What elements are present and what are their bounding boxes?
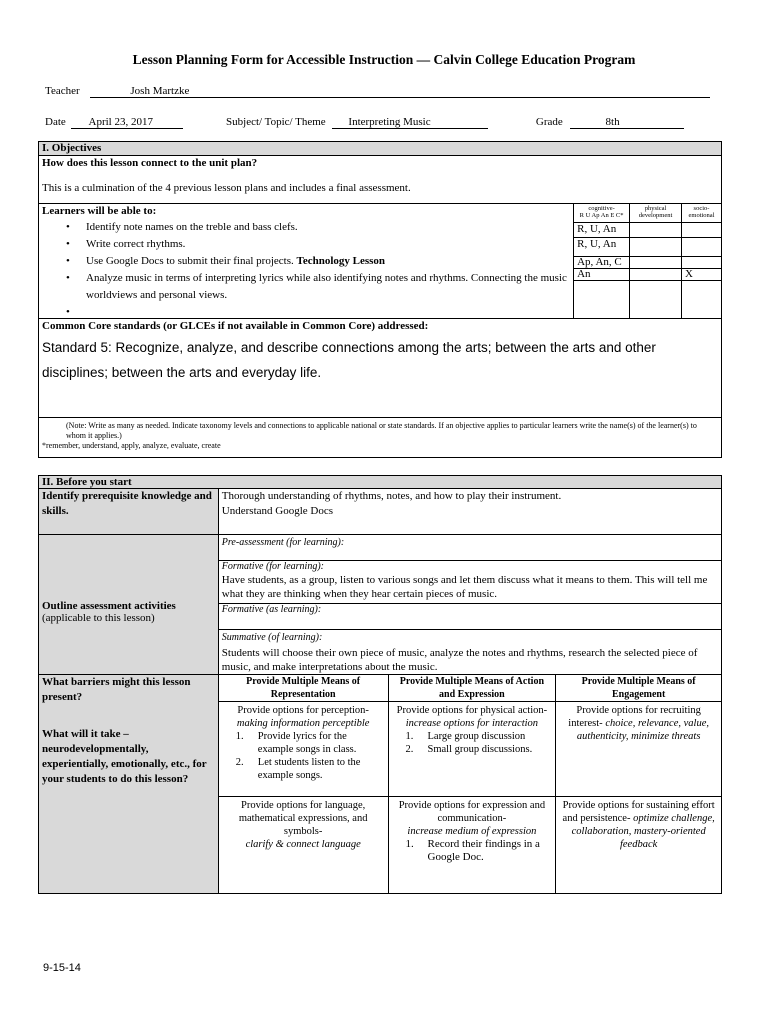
- expression-italic: increase medium of expression: [407, 826, 537, 837]
- subject-value[interactable]: Interpreting Music: [332, 116, 488, 129]
- perception-item: 1. Provide lyrics for the example songs in class.: [235, 731, 357, 755]
- objectives-table: [38, 141, 722, 458]
- standards-label: Common Core standards (or GLCEs if not available in Common Core) addressed:: [42, 320, 429, 332]
- physical-action-list: [392, 730, 553, 756]
- col-header-cognitive: cognitive- R U Ap An E C*: [574, 204, 630, 223]
- perception-item-text: Let students listen to the example songs.: [257, 757, 361, 781]
- summative-cell[interactable]: [218, 630, 721, 675]
- physical-action-italic: increase options for interaction: [405, 718, 539, 729]
- expression-plain: Provide options for expression and communication-: [398, 800, 546, 824]
- socio-cell[interactable]: [682, 281, 722, 319]
- physical-cell[interactable]: [630, 238, 682, 257]
- teacher-value[interactable]: Josh Martzke: [90, 85, 710, 98]
- unit-connection-answer[interactable]: This is a culmination of the 4 previous lesson plans and includes a final assessment.: [42, 182, 411, 194]
- perception-cell[interactable]: [218, 702, 388, 797]
- formative-as-cell[interactable]: [218, 604, 721, 630]
- udl-header-engagement: Provide Multiple Means of Engagement: [556, 675, 722, 702]
- perception-item: 2. Let students listen to the example songs.: [235, 757, 361, 781]
- form-title: Lesson Planning Form for Accessible Instruction — Calvin College Education Program: [132, 52, 636, 67]
- language-cell[interactable]: [218, 797, 388, 894]
- unit-connection-question: How does this lesson connect to the unit plan?: [42, 157, 258, 169]
- recruiting-interest-cell[interactable]: [556, 702, 722, 797]
- perception-list: [222, 730, 385, 782]
- barriers-cell: [39, 675, 219, 894]
- expression-item: 1. Record their findings in a Google Doc.: [405, 838, 540, 863]
- physical-action-cell[interactable]: [388, 702, 556, 797]
- socio-cell[interactable]: [682, 223, 722, 238]
- note-text: (Note: Write as many as needed. Indicate taxonomy levels and connections to applicable national or state standards. If an objective applies to particular learners write the name(s) of the learner(s) to whom it applies.): [66, 421, 697, 440]
- objective-text: Use Google Docs to submit their final projects.: [86, 255, 294, 267]
- physical-action-item-text: Small group discussions.: [427, 744, 533, 755]
- standards-cell: [39, 319, 722, 418]
- col-header-physical: physical development: [630, 204, 682, 223]
- perception-plain: Provide options for perception-: [237, 705, 369, 716]
- sustaining-effort-cell[interactable]: [556, 797, 722, 894]
- barriers-question: What barriers might this lesson present?: [42, 676, 191, 703]
- recruiting-interest-italic: choice, relevance, value, authenticity, minimize threats: [576, 718, 709, 742]
- learners-cell: [39, 204, 574, 319]
- taxonomy-footnote: *remember, understand, apply, analyze, evaluate, create: [42, 441, 221, 450]
- teacher-label: Teacher: [45, 85, 80, 97]
- before-header: II. Before you start: [39, 476, 722, 489]
- socio-cell[interactable]: [682, 238, 722, 257]
- perception-item-text: Provide lyrics for the example songs in class.: [257, 731, 357, 755]
- recruiting-interest-plain: Provide options for recruiting interest-: [568, 705, 701, 729]
- objective-item[interactable]: [42, 304, 570, 318]
- prereq-line: Understand Google Docs: [221, 505, 333, 517]
- subject-label: Subject/ Topic/ Theme: [226, 116, 326, 128]
- language-plain: Provide options for language, mathematical expressions, and symbols-: [238, 800, 368, 837]
- cognitive-cell[interactable]: R, U, An: [574, 223, 630, 238]
- assessment-label: Outline assessment activities: [42, 599, 176, 612]
- grade-value[interactable]: 8th: [570, 116, 684, 129]
- barriers-requirements: What will it take – neurodevelopmentally, experientially, emotionally, etc., for your students to do this lesson?: [42, 728, 207, 785]
- date-value[interactable]: April 23, 2017: [71, 116, 183, 129]
- objective-item[interactable]: [42, 253, 570, 270]
- prereq-line: Thorough understanding of rhythms, notes, and how to play their instrument.: [221, 490, 562, 502]
- assessment-label-cell: [39, 535, 219, 675]
- objectives-list: [42, 219, 570, 318]
- physical-action-item: 1. Large group discussion: [405, 731, 526, 742]
- formative-learning-label: Formative (for learning):: [221, 561, 324, 572]
- physical-cell[interactable]: [630, 281, 682, 319]
- date-label: Date: [45, 116, 66, 128]
- col-header-socio: socio- emotional: [682, 204, 722, 223]
- footer-date: 9-15-14: [43, 962, 81, 974]
- socio-cell[interactable]: [682, 257, 722, 269]
- physical-action-plain: Provide options for physical action-: [396, 705, 548, 716]
- teacher-row: [45, 85, 710, 98]
- technology-lesson-label: Technology Lesson: [296, 255, 386, 267]
- objective-item[interactable]: • Identify note names on the treble and bass clefs.: [42, 219, 570, 236]
- summative-text: Students will choose their own piece of music, analyze the notes and rhythms, research the selected piece of music, and make interpretations about the music.: [221, 647, 698, 673]
- perception-italic: making information perceptible: [236, 718, 370, 729]
- summative-label: Summative (of learning):: [221, 632, 323, 643]
- socio-cell[interactable]: X: [682, 269, 722, 281]
- unit-connection-cell: [39, 156, 722, 204]
- learners-label: Learners will be able to:: [42, 205, 157, 217]
- objective-item[interactable]: • Analyze music in terms of interpreting lyrics while also identifying notes and rhythms. Connecting the music worldviews and personal views.: [42, 270, 570, 304]
- prereq-label: Identify prerequisite knowledge and skills.: [39, 489, 219, 535]
- formative-as-label: Formative (as learning):: [221, 604, 322, 615]
- udl-header-representation: Provide Multiple Means of Representation: [218, 675, 388, 702]
- sustaining-effort-italic: optimize challenge, collaboration, mastery-oriented feedback: [571, 813, 715, 850]
- expression-cell[interactable]: [388, 797, 556, 894]
- language-italic: clarify & connect language: [245, 839, 361, 850]
- standards-text[interactable]: Standard 5: Recognize, analyze, and describe connections among the arts; between the arts and other disciplines; between the arts and everyday life.: [42, 340, 656, 380]
- preassessment-label: Pre-assessment (for learning):: [221, 537, 345, 548]
- physical-cell[interactable]: [630, 257, 682, 269]
- formative-learning-text: Have students, as a group, listen to various songs and let them discuss what it means to them. This will tell me what they are thinking when they hear certain pieces of music.: [221, 574, 708, 600]
- sustaining-effort-plain: Provide options for sustaining effort and persistence-: [562, 800, 715, 824]
- date-row: [45, 116, 684, 129]
- udl-header-action: Provide Multiple Means of Action and Expression: [388, 675, 556, 702]
- assessment-sublabel: (applicable to this lesson): [42, 611, 155, 624]
- preassessment-cell[interactable]: [218, 535, 721, 561]
- objective-item[interactable]: • Write correct rhythms.: [42, 236, 570, 253]
- grade-label: Grade: [535, 116, 563, 128]
- expression-item-text: Record their findings in a Google Doc.: [427, 838, 540, 863]
- cognitive-cell[interactable]: R, U, An: [574, 238, 630, 257]
- cognitive-cell[interactable]: [574, 281, 630, 319]
- formative-learning-cell[interactable]: [218, 561, 721, 604]
- physical-cell[interactable]: [630, 269, 682, 281]
- cognitive-cell[interactable]: An: [574, 269, 630, 281]
- objectives-header: I. Objectives: [39, 142, 722, 156]
- expression-list: [392, 838, 553, 864]
- physical-action-item-text: Large group discussion: [427, 731, 526, 742]
- prereq-cell[interactable]: [218, 489, 721, 535]
- cognitive-cell[interactable]: Ap, An, C: [574, 257, 630, 269]
- before-table: [38, 475, 722, 894]
- note-cell: [39, 418, 722, 458]
- physical-cell[interactable]: [630, 223, 682, 238]
- physical-action-item: 2. Small group discussions.: [405, 744, 533, 755]
